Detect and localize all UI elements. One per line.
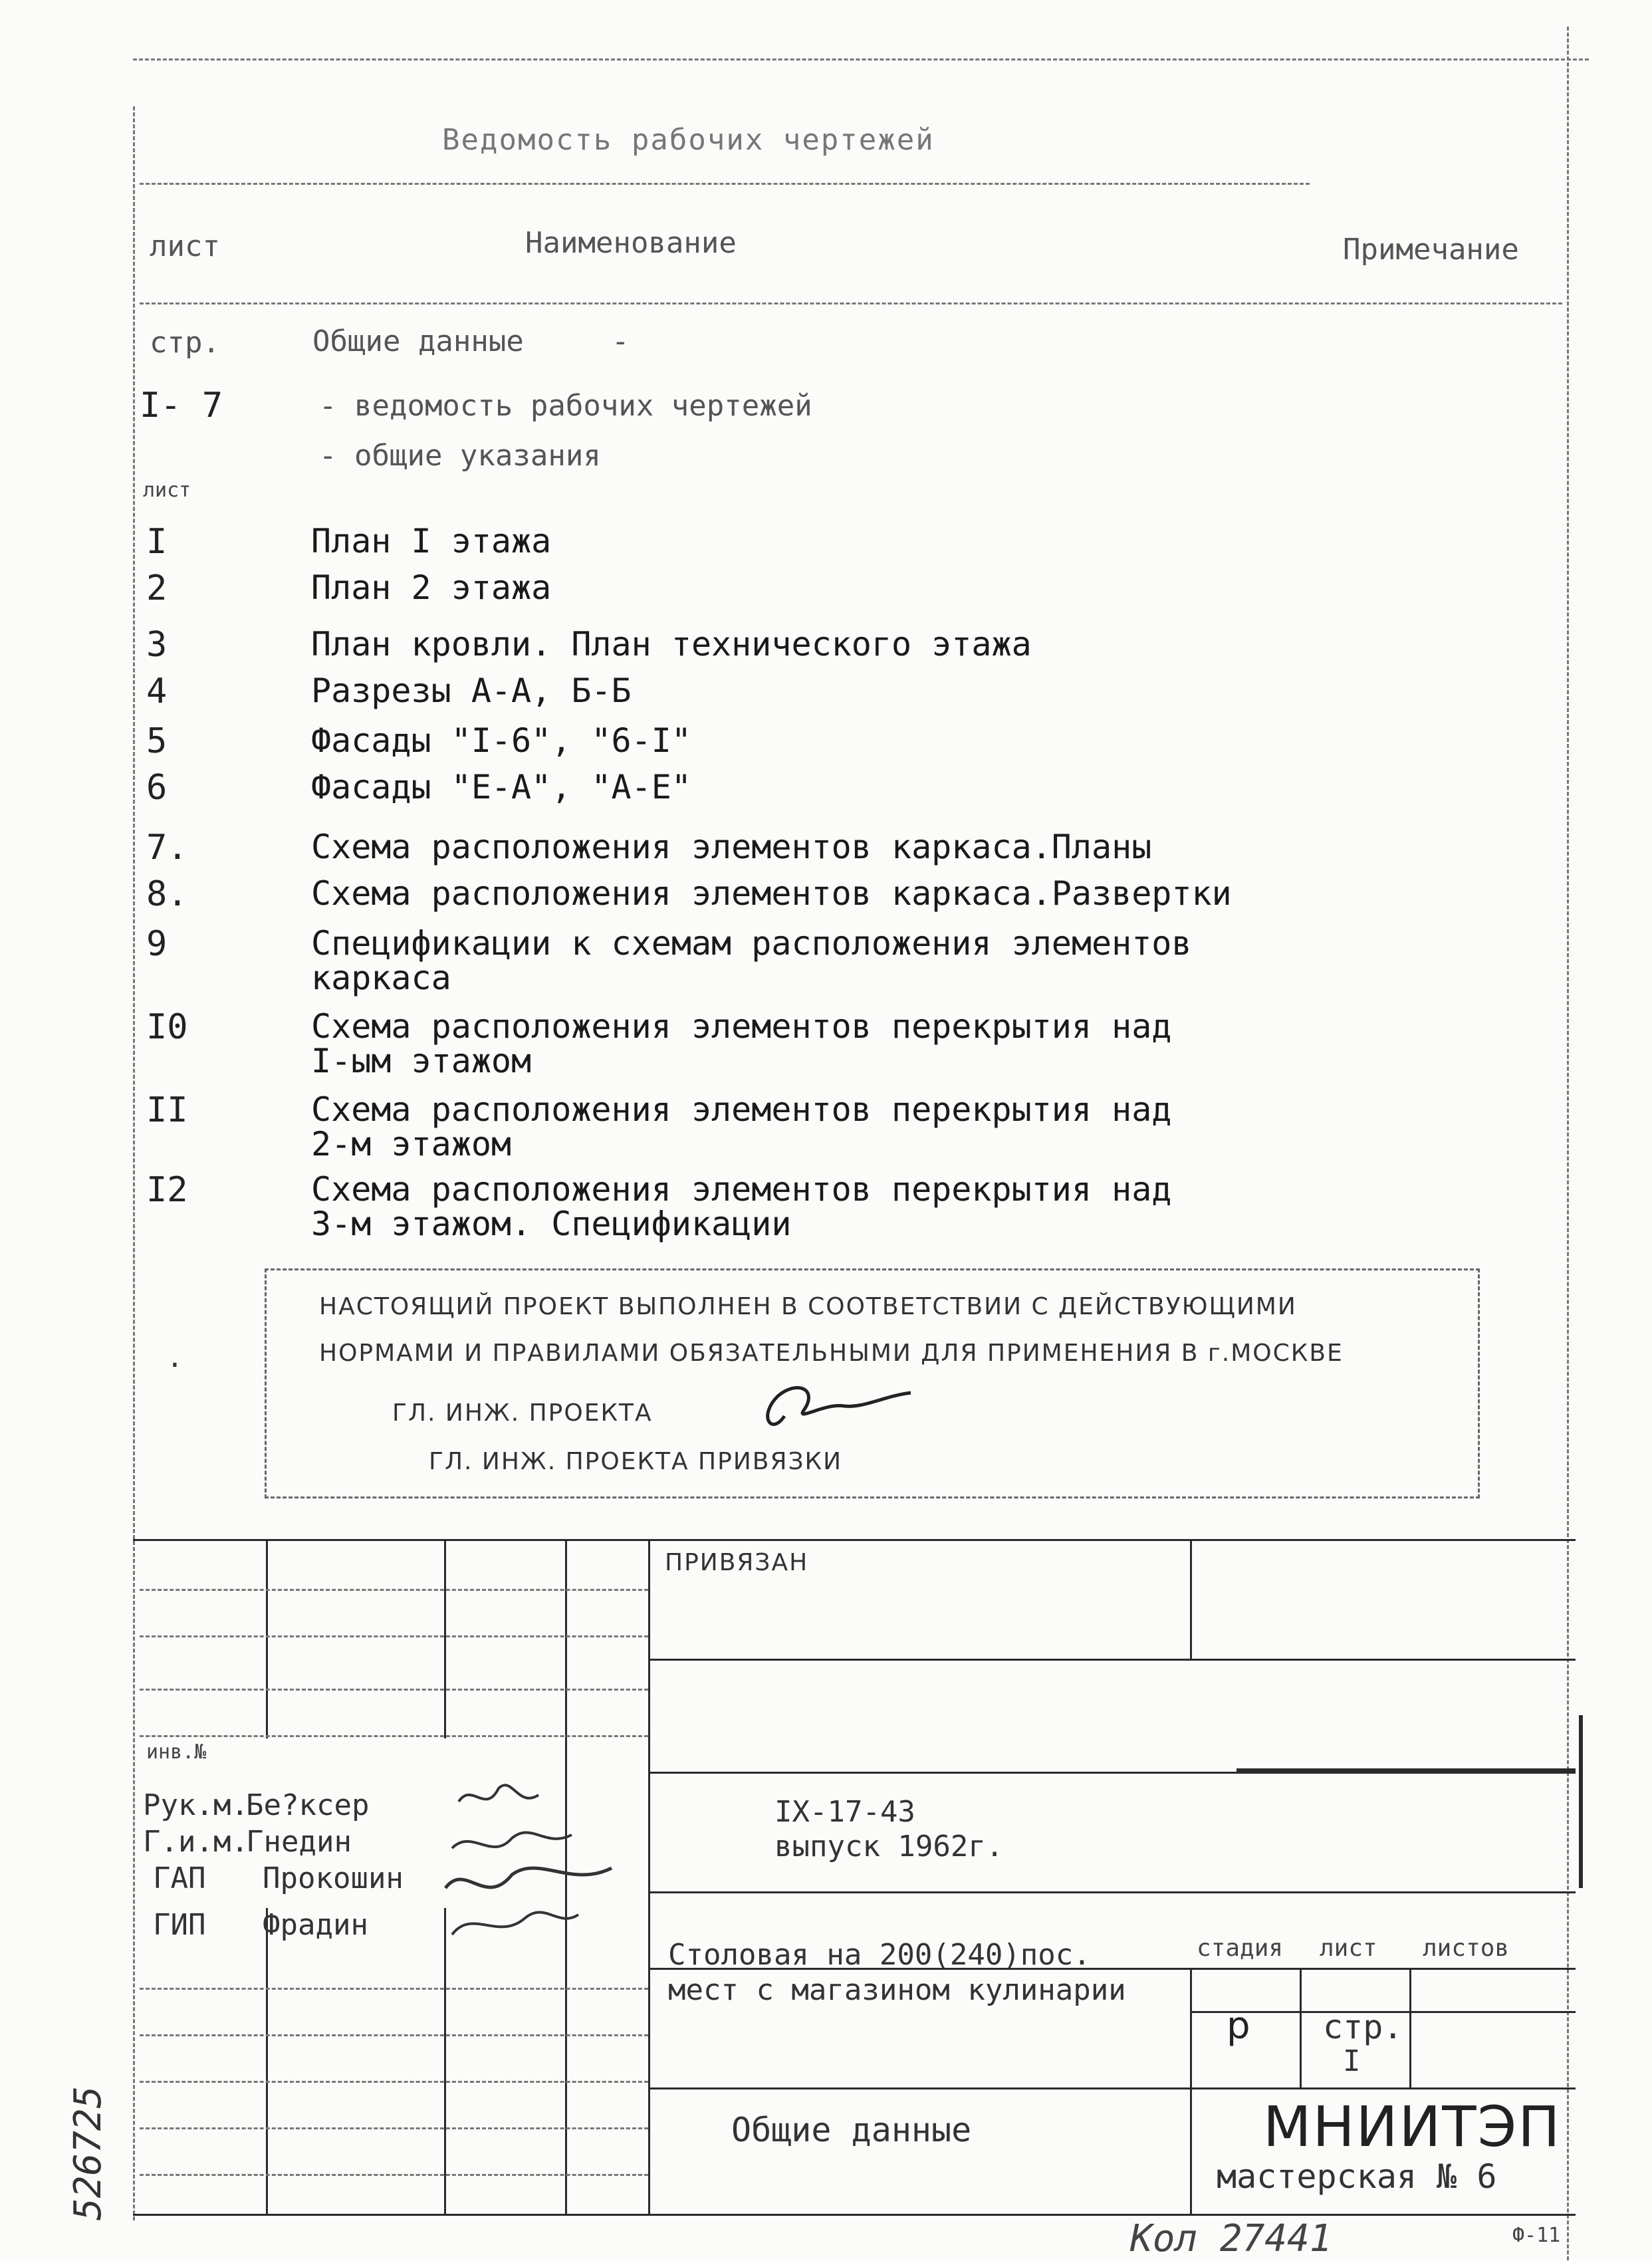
stamp-line-3: ГЛ. ИНЖ. ПРОЕКТА — [392, 1399, 653, 1427]
tb-row-6 — [140, 2034, 648, 2036]
row-number: 6 — [146, 768, 168, 808]
tb-vline-b — [444, 1539, 446, 1738]
tb-line-4 — [648, 1891, 1576, 1893]
pages-range: I- 7 — [140, 386, 223, 425]
person-role-4: ГИП — [153, 1908, 206, 1942]
col-note-header: Примечание — [1343, 233, 1519, 267]
row-title: План I этажа — [311, 522, 552, 560]
row-title: Схема расположения элементов каркаса.Развертки — [311, 874, 1232, 913]
chief-engineer-signature — [745, 1376, 917, 1443]
row-title: Разрезы А-А, Б-Б — [311, 671, 632, 710]
row-number: I0 — [146, 1007, 188, 1047]
sheet-title: Ведомость рабочих чертежей — [442, 123, 935, 157]
frame-right — [1567, 27, 1569, 2260]
row-title: 2-м этажом — [311, 1125, 512, 1163]
project-code: IX-17-43 — [774, 1795, 915, 1829]
row-number: II — [146, 1090, 188, 1130]
tb-line-top — [133, 1539, 1576, 1541]
tb-row-7 — [140, 2081, 648, 2083]
header-underline — [140, 302, 1562, 304]
stamp-line-1: НАСТОЯЩИЙ ПРОЕКТ ВЫПОЛНЕН В СООТВЕТСТВИИ С ДЕЙСТВУЮЩИМИ — [319, 1293, 1297, 1320]
row-number: I2 — [146, 1170, 188, 1210]
tb-line-2 — [648, 1659, 1576, 1661]
frame-top — [133, 59, 1589, 60]
tb-vline-e — [1190, 1539, 1192, 1659]
organization-name: МНИИТЭП — [1263, 2094, 1562, 2159]
tb-vline-h — [1409, 1968, 1411, 2087]
person-role-3: ГАП — [153, 1861, 206, 1895]
row-title: Схема расположения элементов перекрытия над — [311, 1090, 1172, 1129]
approval-signatures — [439, 1775, 638, 1955]
tb-vline-a — [266, 1539, 268, 1738]
tb-line-bottom — [133, 2214, 1576, 2216]
object-line-2: мест с магазином кулинарии — [668, 1973, 1126, 2007]
row-title: Фасады "I-6", "6-I" — [311, 721, 691, 760]
attached-label: ПРИВЯЗАН — [665, 1549, 809, 1576]
tb-vline-g — [1300, 1968, 1302, 2087]
tb-row-9 — [140, 2174, 648, 2176]
person-name-4: Фрадин — [263, 1908, 368, 1942]
object-line-1: Столовая на 200(240)пос. — [668, 1938, 1091, 1972]
row-title: Схема расположения элементов каркаса.Планы — [311, 828, 1152, 866]
stamp-line-4: ГЛ. ИНЖ. ПРОЕКТА ПРИВЯЗКИ — [429, 1448, 843, 1475]
row-number: 7. — [146, 828, 188, 868]
sheet-value: стр. — [1323, 2008, 1403, 2046]
row-title: каркаса — [311, 959, 451, 997]
sheets-header: листов — [1423, 1935, 1510, 1962]
tb-row-2 — [140, 1635, 648, 1637]
row-title: Схема расположения элементов перекрытия над — [311, 1170, 1172, 1209]
tb-heavy-mark-v — [1579, 1715, 1583, 1888]
stage-header: стадия — [1197, 1935, 1284, 1962]
row-number: I — [146, 522, 168, 562]
side-number: 526725 — [66, 2085, 110, 2220]
sheet-sub-label: лист — [143, 479, 191, 502]
person-name-3: Прокошин — [263, 1861, 404, 1895]
tb-row-1 — [140, 1589, 648, 1591]
tb-line-7 — [648, 2087, 1576, 2089]
row-title: Схема расположения элементов перекрытия над — [311, 1007, 1172, 1046]
pages-label: стр. — [150, 326, 220, 360]
title-underline — [140, 183, 1310, 185]
row-number: 8. — [146, 874, 188, 914]
general-item-2: - общие указания — [319, 439, 601, 473]
tb-row-4 — [140, 1735, 648, 1737]
stamp-dot: . — [170, 1336, 181, 1375]
sheet-header: лист — [1320, 1935, 1377, 1962]
row-title: Спецификации к схемам расположения элементов — [311, 924, 1192, 963]
row-number: 5 — [146, 721, 168, 761]
row-title: План 2 этажа — [311, 568, 552, 607]
row-number: 2 — [146, 568, 168, 608]
row-title: План кровли. План технического этажа — [311, 625, 1032, 663]
sheet-value-2: I — [1343, 2044, 1361, 2078]
section-name: Общие данные — [731, 2111, 972, 2149]
tb-row-3 — [140, 1689, 648, 1691]
tb-heavy-mark — [1237, 1768, 1576, 1772]
general-item-1: - ведомость рабочих чертежей — [319, 389, 812, 423]
tb-row-5 — [140, 1988, 648, 1990]
row-title: I-ым этажом — [311, 1042, 532, 1080]
row-number: 4 — [146, 671, 168, 711]
person-role-1: Рук.м. — [143, 1788, 249, 1822]
stamp-line-2: НОРМАМИ И ПРАВИЛАМИ ОБЯЗАТЕЛЬНЫМИ ДЛЯ ПРИМЕНЕНИЯ В г.МОСКВЕ — [319, 1340, 1344, 1367]
tb-vline-a2 — [266, 1908, 268, 2214]
stage-value: р — [1227, 2004, 1252, 2048]
person-name-1: Бе?ксер — [246, 1788, 370, 1822]
tb-vline-d — [648, 1539, 650, 2214]
bottom-note: Кол 27441 — [1130, 2217, 1332, 2260]
person-name-2: Гнедин — [246, 1825, 352, 1859]
tb-row-8 — [140, 2127, 648, 2129]
row-number: 3 — [146, 625, 168, 665]
col-sheet-header: лист — [150, 229, 220, 263]
workshop-name: мастерская № 6 — [1217, 2157, 1497, 2196]
person-role-2: Г.и.м. — [143, 1825, 249, 1859]
row-title: Фасады "Е-А", "А-Е" — [311, 768, 691, 806]
inv-label: инв.№ — [146, 1740, 207, 1764]
general-dash: - — [612, 324, 630, 358]
general-label: Общие данные — [312, 324, 524, 358]
row-number: 9 — [146, 924, 168, 964]
tb-vline-f — [1190, 1968, 1192, 2214]
row-title: 3-м этажом. Спецификации — [311, 1205, 792, 1243]
project-release: выпуск 1962г. — [774, 1830, 1004, 1863]
col-name-header: Наименование — [525, 226, 737, 260]
frame-left — [133, 106, 135, 2220]
format-label: Ф-11 — [1512, 2224, 1561, 2247]
